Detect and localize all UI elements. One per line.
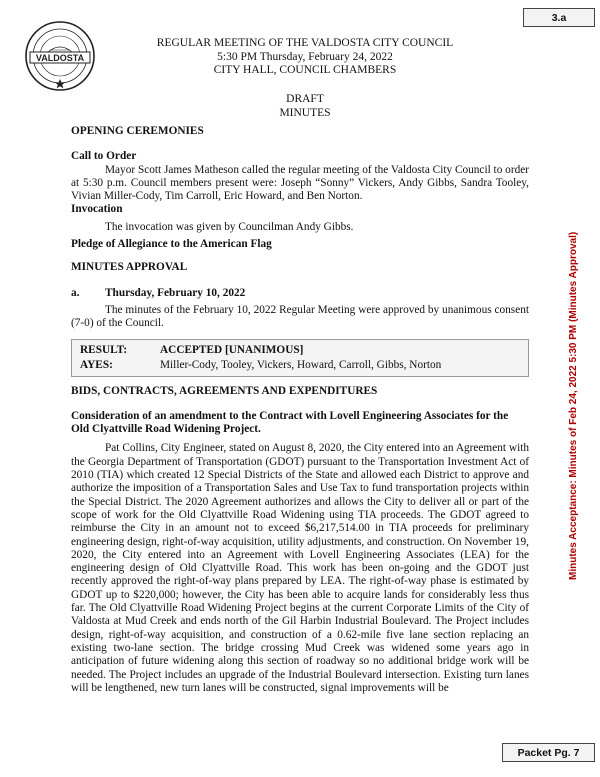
invocation-text: The invocation was given by Councilman Andy Gibbs. [105, 220, 354, 233]
opening-ceremonies-heading: OPENING CEREMONIES [71, 125, 204, 137]
agenda-item-tag: 3.a [523, 8, 595, 27]
item-label: a. [71, 286, 80, 299]
minutes-label: MINUTES [279, 106, 331, 119]
header-line-2: 5:30 PM Thursday, February 24, 2022 [217, 50, 393, 63]
header-line-1: REGULAR MEETING OF THE VALDOSTA CITY COUNCIL [156, 37, 454, 49]
meeting-header [120, 37, 490, 78]
pledge-heading: Pledge of Allegiance to the American Flag [71, 238, 272, 251]
bids-heading: BIDS, CONTRACTS, AGREEMENTS AND EXPENDITURES [71, 384, 378, 397]
ayes-label: AYES: [80, 358, 113, 371]
result-label: RESULT: [80, 343, 128, 356]
side-annotation: Minutes Acceptance: Minutes of Feb 24, 2022 5:30 PM (Minutes Approval) [568, 231, 579, 580]
call-to-order-heading: Call to Order [71, 150, 137, 163]
consideration-text: Pat Collins, City Engineer, stated on August 8, 2020, the City entered into an Agreement with the Georgia Department of Transportation (GDOT) pursuant to the Transportation Investment Act of 2010 (TIA) which created 12 Special Districts of the State and allowed each District to approve and authorize the imposition of a Transportation Sales and Use Tax to fund transportation projects within the Special District. The 2020 Agreement authorizes and allows the City to deliver all or part of the scope of work for the Old Clyattville Road Widening using TIA proceeds. The GDOT agreed to reimburse the City in an amount not to exceed $6,217,514.00 in TIA proceeds for preliminary engineering design, right-of-way acquisition, utility adjustments, and construction. On November 19, 2020, the City entered into an Agreement with Lovell Engineering Associates (LEA) for the engineering design of Old Clyattville Road. This work has been on-going and the GDOT just recently approved the right-of-way plans prepared by LEA. The right-of-way phase is estimated by GDOT up to $220,000; however, the City has been able to acquire lands for considerably less thus far. The Old Clyattville Road Widening Project begins at the current Corporate Limits of the City of Valdosta at Mud Creek and ends north of the Gil Harbin Industrial Boulevard. The Project includes design, right-of-way acquisition, and construction of a 0.62-mile five lane section replacing an existing two-lane section. The bridge crossing Mud Creek was widened some years ago in anticipation of future widening along this section of roadway so no additional bridge work will be needed. The Project includes an upgrade of the Industrial Boulevard intersection. Existing turn lanes will be lengthened, new turn lanes will be constructed, signal improvements will be [71, 442, 529, 694]
result-value: ACCEPTED [UNANIMOUS] [160, 343, 304, 356]
svg-text:VALDOSTA: VALDOSTA [35, 53, 85, 63]
draft-label: DRAFT [286, 93, 324, 105]
item-title: Thursday, February 10, 2022 [105, 286, 246, 299]
item-text: The minutes of the February 10, 2022 Regular Meeting were approved by unanimous consent (7-0) of the Council. [71, 303, 529, 330]
ayes-row [80, 358, 520, 373]
call-to-order-text: Mayor Scott James Matheson called the regular meeting of the Valdosta City Council to order at 5:30 p.m. Council members present were: Joseph “Sonny” Vickers, Andy Gibbs, Sandra Tooley, Vivian Miller-Cody, Tim Carroll, Eric Howard, and Ben Norton. [71, 163, 529, 203]
draft-heading [240, 93, 370, 120]
minutes-item [71, 287, 529, 300]
header-line-3: CITY HALL, COUNCIL CHAMBERS [213, 64, 397, 76]
city-seal-icon [24, 20, 96, 92]
invocation-heading: Invocation [71, 203, 123, 216]
ayes-value: Miller-Cody, Tooley, Vickers, Howard, Carroll, Gibbs, Norton [160, 358, 442, 371]
packet-page-tag: Packet Pg. 7 [502, 743, 595, 762]
minutes-approval-heading: MINUTES APPROVAL [71, 261, 188, 274]
consideration-heading: Consideration of an amendment to the Contract with Lovell Engineering Associates for the Old Clyattville Road Widening Project. [71, 409, 509, 436]
result-row [80, 343, 520, 358]
vote-result-box [71, 339, 529, 377]
minutes-body [71, 125, 529, 695]
